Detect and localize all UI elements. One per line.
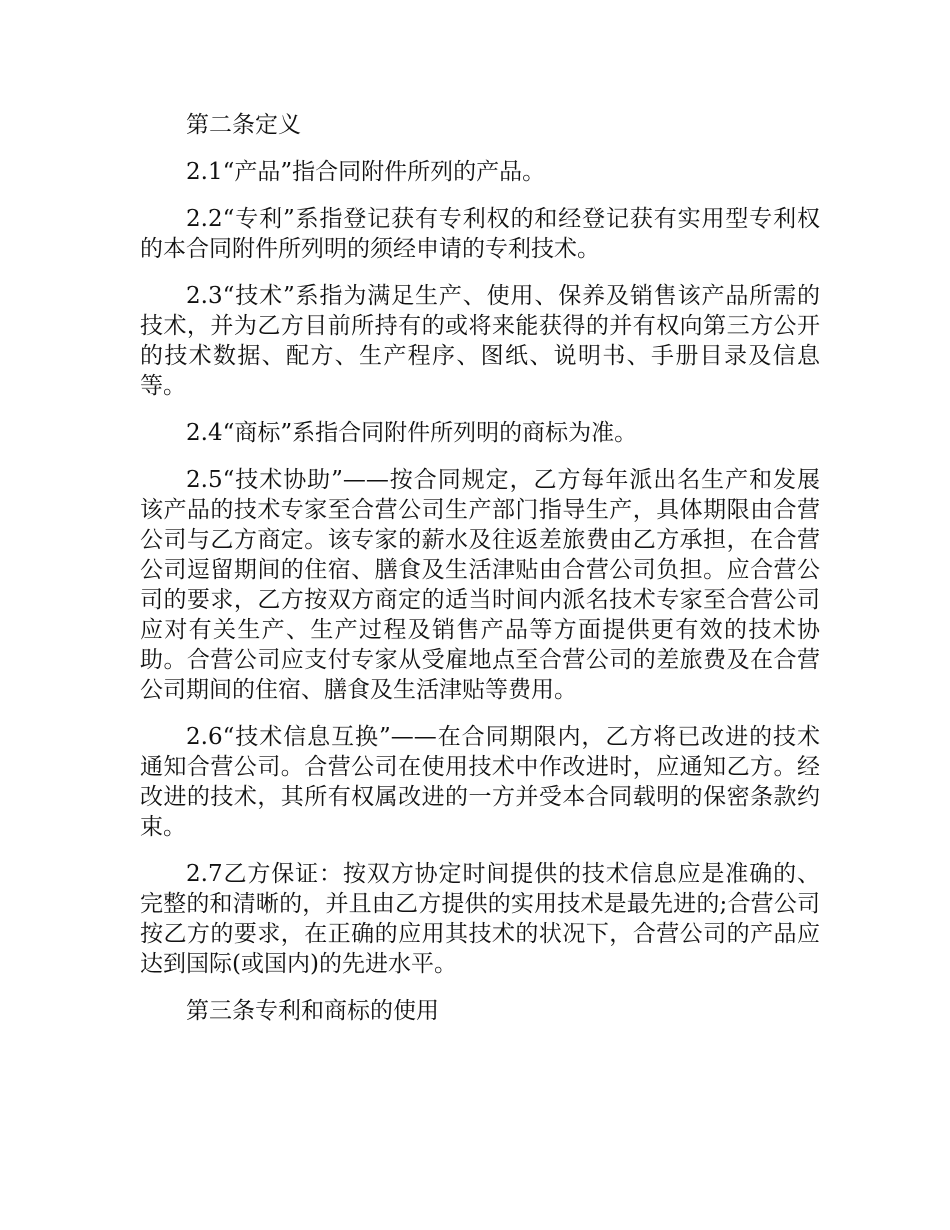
clause-2-6: 2.6“技术信息互换”——在合同期限内，乙方将已改进的技术通知合营公司。合营公司在使用技术中作改进时，应通知乙方。经改进的技术，其所有权属改进的一方并受本合同载明的保密条款约束。	[140, 724, 820, 840]
clause-2-5: 2.5“技术协助”——按合同规定，乙方每年派出名生产和发展该产品的技术专家至合营公司生产部门指导生产，具体期限由合营公司与乙方商定。该专家的薪水及往返差旅费由乙方承担，在合营公司逗留期间的住宿、膳食及生活津贴由合营公司负担。应合营公司的要求，乙方按双方商定的适当时间内派名技术专家至合营公司应对有关生产、生产过程及销售产品等方面提供更有效的技术协助。合营公司应支付专家从受雇地点至合营公司的差旅费及在合营公司期间的住宿、膳食及生活津贴等费用。	[140, 467, 820, 703]
clause-2-1: 2.1“产品”指合同附件所列的产品。	[186, 159, 546, 185]
clause-2-3: 2.3“技术”系指为满足生产、使用、保养及销售该产品所需的技术，并为乙方目前所持有的或将来能获得的并有权向第三方公开的技术数据、配方、生产程序、图纸、说明书、手册目录及信息等。	[140, 283, 820, 399]
article-3-heading: 第三条专利和商标的使用	[186, 998, 439, 1024]
clause-2-7: 2.7乙方保证：按双方协定时间提供的技术信息应是准确的、完整的和清晰的，并且由乙方提供的实用技术是最先进的;合营公司按乙方的要求，在正确的应用其技术的状况下，合营公司的产品应达到国际(或国内)的先进水平。	[140, 861, 820, 977]
document-body	[140, 110, 820, 1043]
article-2-heading: 第二条定义	[186, 112, 301, 138]
clause-2-2: 2.2“专利”系指登记获有专利权的和经登记获有实用型专利权的本合同附件所列明的须经申请的专利技术。	[140, 206, 820, 262]
clause-2-4: 2.4“商标”系指合同附件所列明的商标为准。	[186, 420, 638, 446]
